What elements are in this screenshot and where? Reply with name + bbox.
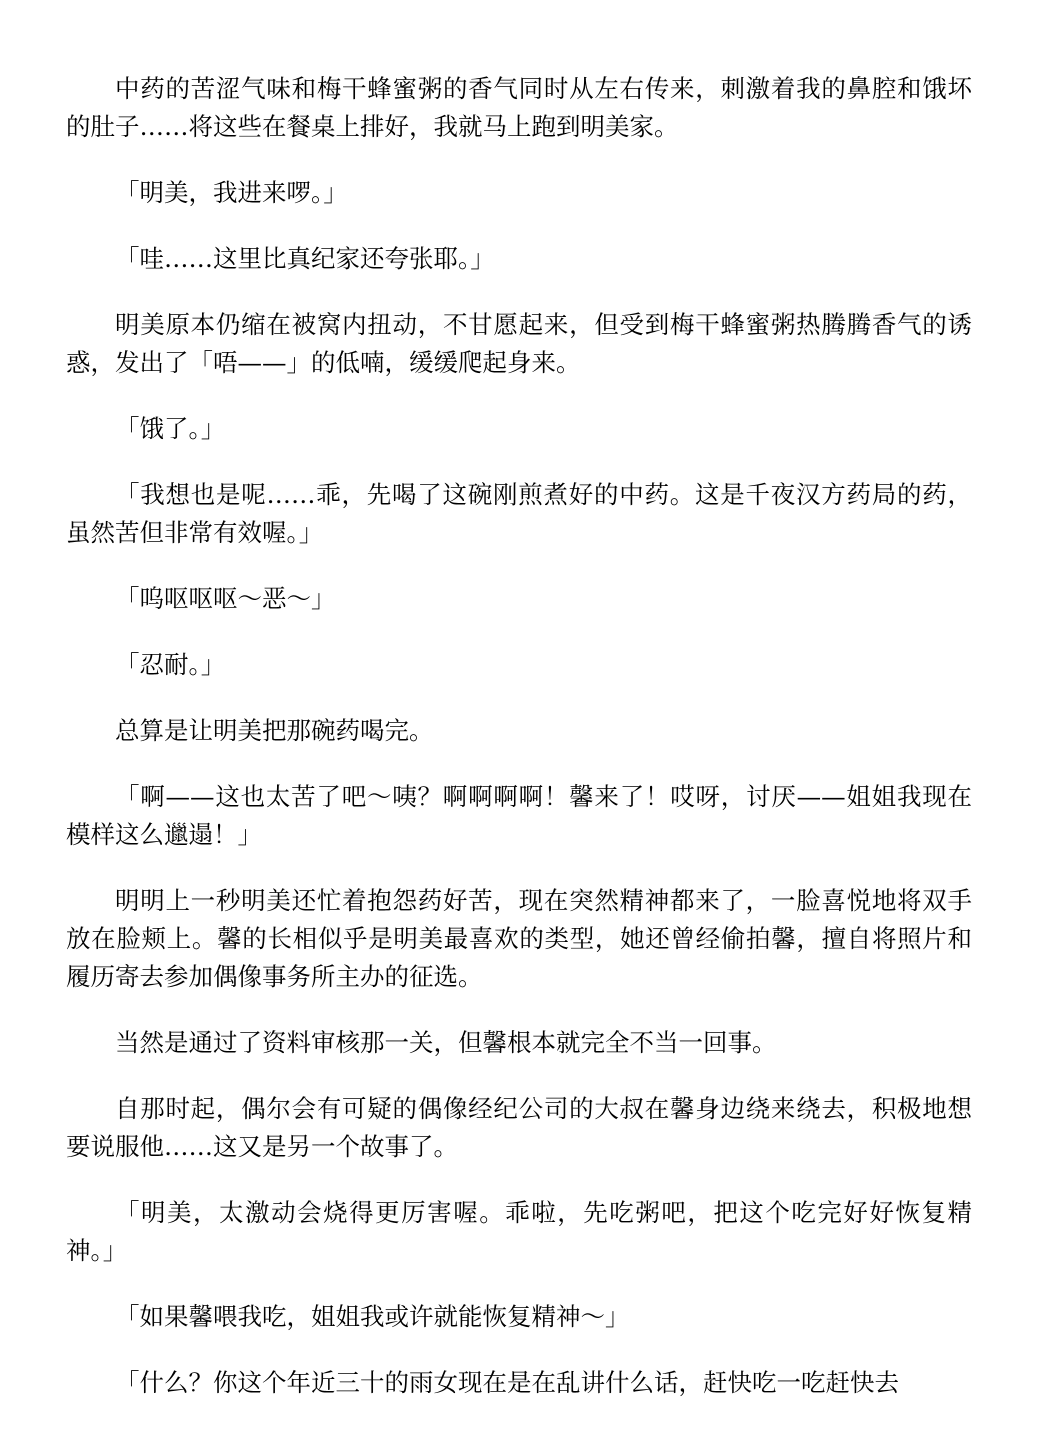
document-page <box>66 70 972 1430</box>
narration-paragraph: 明明上一秒明美还忙着抱怨药好苦，现在突然精神都来了，一脸喜悦地将双手放在脸颊上。馨的长相似乎是明美最喜欢的类型，她还曾经偷拍馨，擅自将照片和履历寄去参加偶像事务所主办的征选。 <box>66 886 972 991</box>
dialogue-line: 「我想也是呢……乖，先喝了这碗刚煎煮好的中药。这是千夜汉方药局的药，虽然苦但非常有效喔。」 <box>66 480 972 547</box>
dialogue-line: 「饿了。」 <box>115 414 226 443</box>
dialogue-line: 「哇……这里比真纪家还夸张耶。」 <box>115 244 495 273</box>
dialogue-line: 「明美，太激动会烧得更厉害喔。乖啦，先吃粥吧，把这个吃完好好恢复精神。」 <box>66 1198 972 1265</box>
dialogue-line: 「忍耐。」 <box>115 650 226 679</box>
narration-paragraph: 总算是让明美把那碗药喝完。 <box>115 716 434 745</box>
dialogue-line: 「呜呕呕呕～恶～」 <box>115 584 336 613</box>
dialogue-line: 「啊——这也太苦了吧～咦？啊啊啊啊！馨来了！哎呀，讨厌——姐姐我现在模样这么邋遢！」 <box>66 782 972 849</box>
narration-paragraph: 当然是通过了资料审核那一关，但馨根本就完全不当一回事。 <box>115 1028 777 1057</box>
dialogue-line: 「明美，我进来啰。」 <box>115 178 348 207</box>
dialogue-line: 「如果馨喂我吃，姐姐我或许就能恢复精神～」 <box>115 1302 630 1331</box>
narration-paragraph: 中药的苦涩气味和梅干蜂蜜粥的香气同时从左右传来，刺激着我的鼻腔和饿坏的肚子……将这些在餐桌上排好，我就马上跑到明美家。 <box>66 74 972 141</box>
narration-paragraph: 明美原本仍缩在被窝内扭动，不甘愿起来，但受到梅干蜂蜜粥热腾腾香气的诱惑，发出了「唔——」的低喃，缓缓爬起身来。 <box>66 310 972 377</box>
dialogue-line: 「什么？你这个年近三十的雨女现在是在乱讲什么话，赶快吃一吃赶快去 <box>115 1368 899 1397</box>
narration-paragraph: 自那时起，偶尔会有可疑的偶像经纪公司的大叔在馨身边绕来绕去，积极地想要说服他……这又是另一个故事了。 <box>66 1094 972 1161</box>
